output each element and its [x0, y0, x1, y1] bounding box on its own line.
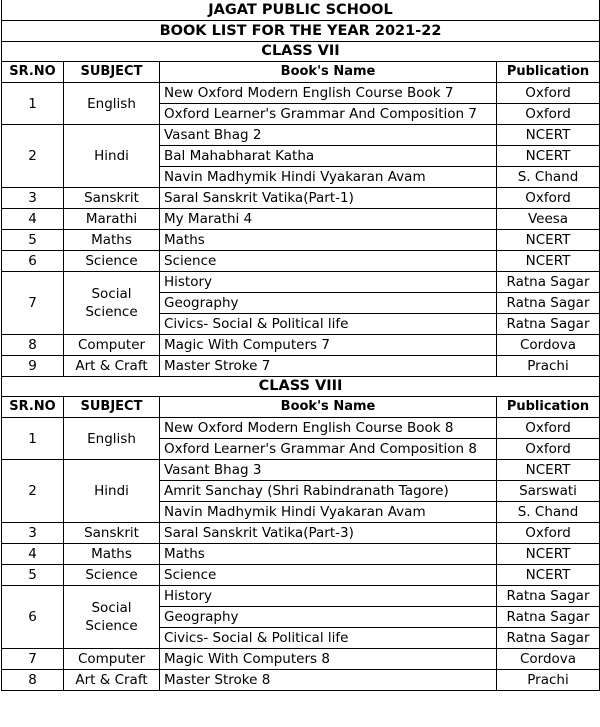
- subject-cell: Science: [64, 565, 160, 586]
- book-name: Saral Sanskrit Vatika(Part-1): [160, 188, 497, 209]
- publication-cell: Oxford: [497, 439, 600, 460]
- publication-cell: Oxford: [497, 104, 600, 125]
- book-name: Vasant Bhag 2: [160, 125, 497, 146]
- serial-number: 1: [2, 418, 64, 460]
- publication-cell: Oxford: [497, 188, 600, 209]
- book-name: Geography: [160, 607, 497, 628]
- publication-cell: NCERT: [497, 230, 600, 251]
- serial-number: 7: [2, 272, 64, 335]
- publication-cell: Cordova: [497, 649, 600, 670]
- publication-cell: Ratna Sagar: [497, 628, 600, 649]
- table-row: [2, 649, 600, 670]
- book-list-title: BOOK LIST FOR THE YEAR 2021-22: [2, 21, 600, 42]
- serial-number: 5: [2, 230, 64, 251]
- serial-number: 8: [2, 335, 64, 356]
- table-row: [2, 670, 600, 691]
- table-row: [2, 356, 600, 377]
- publication-cell: NCERT: [497, 565, 600, 586]
- column-header-book: Book's Name: [160, 397, 497, 418]
- book-name: My Marathi 4: [160, 209, 497, 230]
- table-row: [2, 523, 600, 544]
- subject-cell: Sanskrit: [64, 523, 160, 544]
- publication-cell: Prachi: [497, 356, 600, 377]
- book-name: History: [160, 586, 497, 607]
- table-row: [2, 565, 600, 586]
- book-name: Vasant Bhag 3: [160, 460, 497, 481]
- publication-cell: Sarswati: [497, 481, 600, 502]
- school-row: [2, 0, 600, 21]
- table-row: [2, 251, 600, 272]
- table-row: [2, 125, 600, 146]
- table-row: [2, 460, 600, 481]
- serial-number: 6: [2, 251, 64, 272]
- book-name: New Oxford Modern English Course Book 7: [160, 83, 497, 104]
- title-row: [2, 21, 600, 42]
- publication-cell: NCERT: [497, 251, 600, 272]
- publication-cell: NCERT: [497, 146, 600, 167]
- serial-number: 5: [2, 565, 64, 586]
- subject-cell: Marathi: [64, 209, 160, 230]
- column-header-publication: Publication: [497, 62, 600, 83]
- subject-cell: English: [64, 418, 160, 460]
- class8-title-row: [2, 377, 600, 397]
- subject-cell: Art & Craft: [64, 670, 160, 691]
- publication-cell: Ratna Sagar: [497, 272, 600, 293]
- serial-number: 4: [2, 544, 64, 565]
- subject-cell: Computer: [64, 649, 160, 670]
- serial-number: 4: [2, 209, 64, 230]
- table-row: [2, 586, 600, 607]
- book-name: Science: [160, 565, 497, 586]
- column-header-subject: SUBJECT: [64, 62, 160, 83]
- subject-cell: Hindi: [64, 125, 160, 188]
- subject-cell: Maths: [64, 230, 160, 251]
- column-header-publication: Publication: [497, 397, 600, 418]
- table-row: [2, 83, 600, 104]
- publication-cell: Ratna Sagar: [497, 586, 600, 607]
- table-row: [2, 209, 600, 230]
- book-name: Amrit Sanchay (Shri Rabindranath Tagore): [160, 481, 497, 502]
- book-name: Science: [160, 251, 497, 272]
- subject-cell: Maths: [64, 544, 160, 565]
- book-name: Maths: [160, 544, 497, 565]
- serial-number: 2: [2, 125, 64, 188]
- table-row: [2, 272, 600, 293]
- subject-cell: English: [64, 83, 160, 125]
- class-title: CLASS VII: [2, 42, 600, 62]
- serial-number: 2: [2, 460, 64, 523]
- serial-number: 6: [2, 586, 64, 649]
- publication-cell: Veesa: [497, 209, 600, 230]
- subject-cell: Hindi: [64, 460, 160, 523]
- book-list-body: [2, 0, 600, 691]
- book-list-table: [1, 0, 600, 691]
- book-name: Oxford Learner's Grammar And Composition 7: [160, 104, 497, 125]
- book-name: Master Stroke 7: [160, 356, 497, 377]
- column-header-book: Book's Name: [160, 62, 497, 83]
- publication-cell: Ratna Sagar: [497, 607, 600, 628]
- book-name: Magic With Computers 8: [160, 649, 497, 670]
- book-name: New Oxford Modern English Course Book 8: [160, 418, 497, 439]
- subject-cell: Computer: [64, 335, 160, 356]
- column-header-subject: SUBJECT: [64, 397, 160, 418]
- subject-cell: Social Science: [64, 586, 160, 649]
- publication-cell: Ratna Sagar: [497, 314, 600, 335]
- class7-header-row: [2, 62, 600, 83]
- subject-cell: Art & Craft: [64, 356, 160, 377]
- column-header-srno: SR.NO: [2, 397, 64, 418]
- book-name: History: [160, 272, 497, 293]
- publication-cell: Prachi: [497, 670, 600, 691]
- publication-cell: Cordova: [497, 335, 600, 356]
- table-row: [2, 544, 600, 565]
- book-name: Geography: [160, 293, 497, 314]
- publication-cell: Oxford: [497, 523, 600, 544]
- book-name: Civics- Social & Political life: [160, 628, 497, 649]
- serial-number: 8: [2, 670, 64, 691]
- book-name: Magic With Computers 7: [160, 335, 497, 356]
- column-header-srno: SR.NO: [2, 62, 64, 83]
- class7-title-row: [2, 42, 600, 62]
- serial-number: 3: [2, 188, 64, 209]
- table-row: [2, 188, 600, 209]
- serial-number: 1: [2, 83, 64, 125]
- book-name: Maths: [160, 230, 497, 251]
- serial-number: 9: [2, 356, 64, 377]
- school-name: JAGAT PUBLIC SCHOOL: [2, 0, 600, 21]
- class8-header-row: [2, 397, 600, 418]
- subject-cell: Social Science: [64, 272, 160, 335]
- table-row: [2, 335, 600, 356]
- table-row: [2, 418, 600, 439]
- book-name: Master Stroke 8: [160, 670, 497, 691]
- publication-cell: S. Chand: [497, 167, 600, 188]
- publication-cell: NCERT: [497, 460, 600, 481]
- serial-number: 3: [2, 523, 64, 544]
- subject-cell: Science: [64, 251, 160, 272]
- book-name: Civics- Social & Political life: [160, 314, 497, 335]
- serial-number: 7: [2, 649, 64, 670]
- book-name: Navin Madhymik Hindi Vyakaran Avam: [160, 167, 497, 188]
- publication-cell: S. Chand: [497, 502, 600, 523]
- publication-cell: Oxford: [497, 83, 600, 104]
- book-name: Navin Madhymik Hindi Vyakaran Avam: [160, 502, 497, 523]
- table-row: [2, 230, 600, 251]
- book-name: Saral Sanskrit Vatika(Part-3): [160, 523, 497, 544]
- publication-cell: Oxford: [497, 418, 600, 439]
- publication-cell: NCERT: [497, 544, 600, 565]
- publication-cell: Ratna Sagar: [497, 293, 600, 314]
- publication-cell: NCERT: [497, 125, 600, 146]
- subject-cell: Sanskrit: [64, 188, 160, 209]
- book-name: Oxford Learner's Grammar And Composition 8: [160, 439, 497, 460]
- class-title: CLASS VIII: [2, 377, 600, 397]
- book-name: Bal Mahabharat Katha: [160, 146, 497, 167]
